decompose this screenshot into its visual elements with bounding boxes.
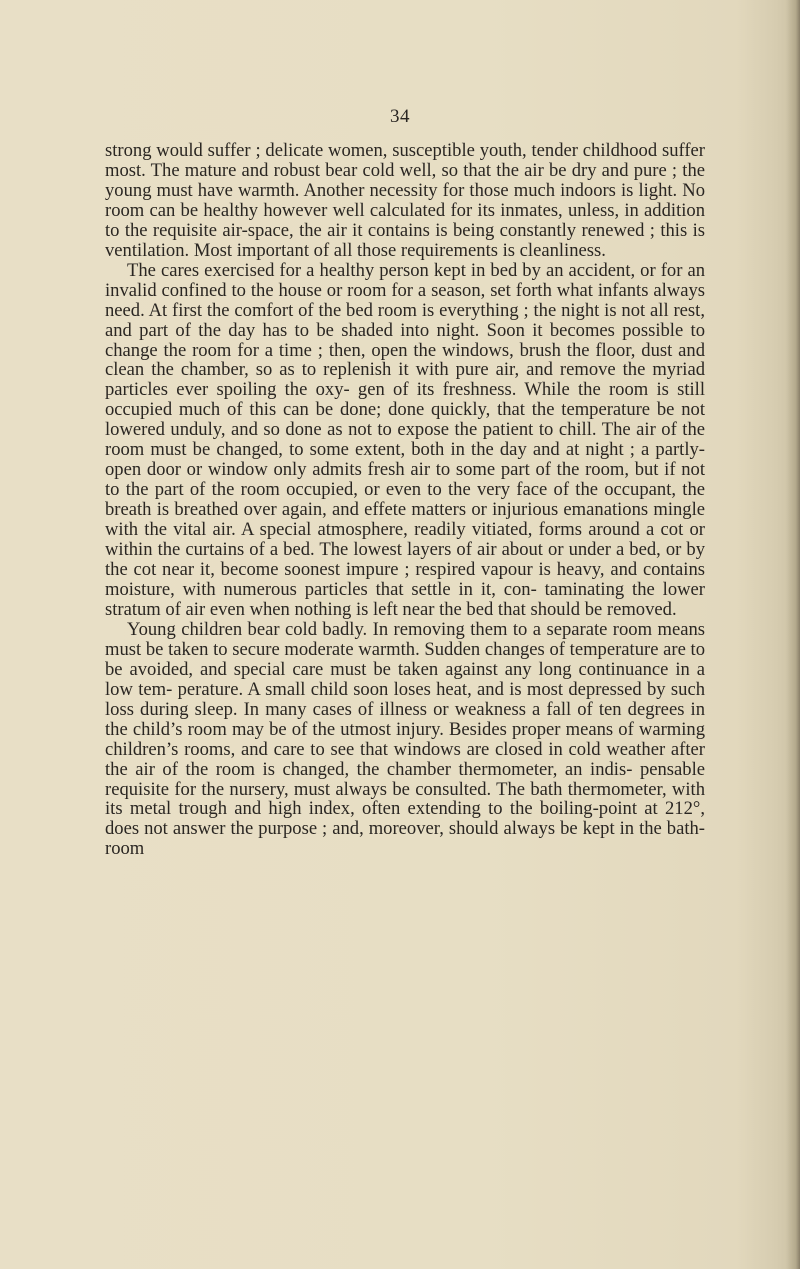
paragraph-2: The cares exercised for a healthy person kept in bed by an accident, or for an invalid confined to the house or room for a season, set forth what infants always need. At first the comfort of the bed room is everything ; the night is not all rest, and part of the day has to be shaded into night. Soon it becomes possible to change the room for a time ; then, open the windows, brush the floor, dust and clean the chamber, so as to replenish it with pure air, and remove the myriad particles ever spoiling the oxy- gen of its freshness. While the room is still occupied much of this can be done; done quickly, that the temperature be not lowered unduly, and so done as not to expose the patient to chill. The air of the room must be changed, to some extent, both in the day and at night ; a partly-open door or window only admits fresh air to some part of the room, but if not to the part of the room occupied, or even to the very face of the occupant, the breath is breathed over again, and effete matters or injurious emanations mingle with the vital air. A special atmosphere, readily vitiated, forms around a cot or within the curtains of a bed. The lowest layers of air about or under a bed, or by the cot near it, become soonest impure ; respired vapour is heavy, and contains moisture, with numerous particles that settle in it, con- taminating the lower stratum of air even when nothing is left near the bed that should be removed.: [105, 259, 705, 620]
body-text: [105, 141, 705, 859]
page-edge-shadow: [786, 0, 800, 1269]
page-number: 34: [390, 106, 410, 127]
paragraph-1: strong would suffer ; delicate women, susceptible youth, tender childhood suffer most. The mature and robust bear cold well, so that the air be dry and pure ; the young must have warmth. Another necessity for those much indoors is light. No room can be healthy however well calculated for its inmates, unless, in addition to the requisite air-space, the air it contains is being constantly renewed ; this is ventilation. Most important of all those requirements is cleanliness.: [105, 140, 705, 261]
paragraph-3: Young children bear cold badly. In removing them to a separate room means must be taken to secure moderate warmth. Sudden changes of temperature are to be avoided, and special care must be taken against any long continuance in a low tem- perature. A small child soon loses heat, and is most depressed by such loss during sleep. In many cases of illness or weakness a fall of ten degrees in the child’s room may be of the utmost injury. Besides proper means of warming children’s rooms, and care to see that windows are closed in cold weather after the air of the room is changed, the chamber thermometer, an indis- pensable requisite for the nursery, must always be consulted. The bath thermometer, with its metal trough and high index, often extending to the boiling-point at 212°, does not answer the purpose ; and, moreover, should always be kept in the bath-room: [105, 618, 705, 860]
